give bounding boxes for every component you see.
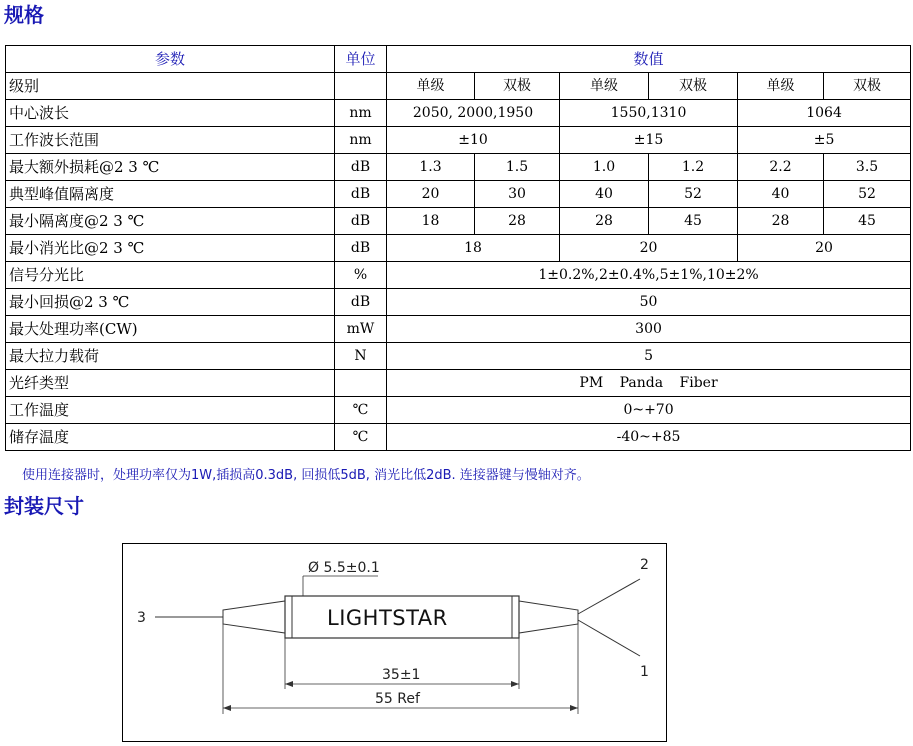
row-label: 级别 <box>6 73 335 100</box>
row-label: 光纤类型 <box>6 370 335 397</box>
value-cell: PM Panda Fiber <box>387 370 911 397</box>
value-cell: 1.0 <box>560 154 649 181</box>
table-row <box>6 100 911 127</box>
table-row <box>6 181 911 208</box>
value-cell: ±10 <box>387 127 560 154</box>
row-unit: N <box>335 343 387 370</box>
value-cell: 45 <box>824 208 911 235</box>
connector-note: 使用连接器时，处理功率仅为1W,插损高0.3dB, 回损低5dB, 消光比低2dB. 连接器键与慢轴对齐。 <box>22 468 590 483</box>
value-cell: 1.3 <box>387 154 475 181</box>
table-row <box>6 343 911 370</box>
spec-heading: 规格 <box>4 3 44 27</box>
row-unit: dB <box>335 181 387 208</box>
value-cell: 52 <box>649 181 738 208</box>
fiber-port-1 <box>578 620 640 656</box>
arrow-left <box>223 705 231 711</box>
package-svg <box>123 544 668 743</box>
fiber-port-2 <box>578 579 640 614</box>
logo-text: LIGHTSTAR <box>327 606 448 630</box>
value-cell: 28 <box>475 208 560 235</box>
value-cell: 40 <box>738 181 824 208</box>
table-row <box>6 316 911 343</box>
table-row <box>6 208 911 235</box>
row-unit: ℃ <box>335 397 387 424</box>
value-cell: ±15 <box>560 127 738 154</box>
value-cell: ±5 <box>738 127 911 154</box>
row-unit: dB <box>335 154 387 181</box>
value-cell: -40~+85 <box>387 424 911 451</box>
header-value: 数值 <box>387 46 911 73</box>
arrow-right <box>511 681 519 687</box>
row-label: 信号分光比 <box>6 262 335 289</box>
row-label: 工作温度 <box>6 397 335 424</box>
value-cell: 20 <box>560 235 738 262</box>
value-cell: 18 <box>387 208 475 235</box>
table-row <box>6 127 911 154</box>
value-cell: 3.5 <box>824 154 911 181</box>
table-header-row <box>6 46 911 73</box>
row-label: 中心波长 <box>6 100 335 127</box>
row-unit: dB <box>335 208 387 235</box>
value-cell: 28 <box>738 208 824 235</box>
row-unit: mW <box>335 316 387 343</box>
value-cell: 50 <box>387 289 911 316</box>
table-row <box>6 235 911 262</box>
row-unit: ℃ <box>335 424 387 451</box>
port-3-label: 3 <box>137 610 146 626</box>
right-boot <box>519 601 578 633</box>
table-row <box>6 289 911 316</box>
length-body-label: 35±1 <box>382 667 421 683</box>
value-cell: 2050, 2000,1950 <box>387 100 560 127</box>
header-param: 参数 <box>6 46 335 73</box>
grade-cell: 双极 <box>649 73 738 100</box>
row-unit: dB <box>335 235 387 262</box>
value-cell: 300 <box>387 316 911 343</box>
table-row <box>6 154 911 181</box>
arrow-left <box>285 681 293 687</box>
grade-cell: 单级 <box>387 73 475 100</box>
row-unit: nm <box>335 100 387 127</box>
value-cell: 28 <box>560 208 649 235</box>
value-cell: 2.2 <box>738 154 824 181</box>
table-row <box>6 262 911 289</box>
package-drawing <box>122 543 667 742</box>
value-cell: 1.2 <box>649 154 738 181</box>
table-row <box>6 370 911 397</box>
row-unit: dB <box>335 289 387 316</box>
row-label: 最大处理功率(CW) <box>6 316 335 343</box>
port-1-label: 1 <box>640 664 649 680</box>
length-total-label: 55 Ref <box>375 691 420 707</box>
value-cell: 1550,1310 <box>560 100 738 127</box>
value-cell: 0~+70 <box>387 397 911 424</box>
row-label: 典型峰值隔离度 <box>6 181 335 208</box>
diameter-label: Ø 5.5±0.1 <box>308 560 380 576</box>
row-label: 最小隔离度@2 3 ℃ <box>6 208 335 235</box>
row-unit: % <box>335 262 387 289</box>
port-2-label: 2 <box>640 557 649 573</box>
value-cell: 1±0.2%,2±0.4%,5±1%,10±2% <box>387 262 911 289</box>
row-unit <box>335 370 387 397</box>
row-label: 最小回损@2 3 ℃ <box>6 289 335 316</box>
row-unit: nm <box>335 127 387 154</box>
value-cell: 5 <box>387 343 911 370</box>
table-row <box>6 397 911 424</box>
arrow-right <box>570 705 578 711</box>
left-boot <box>223 601 285 633</box>
row-label: 最小消光比@2 3 ℃ <box>6 235 335 262</box>
grade-cell: 单级 <box>738 73 824 100</box>
grade-row <box>6 73 911 100</box>
package-heading: 封装尺寸 <box>4 494 84 518</box>
value-cell: 1064 <box>738 100 911 127</box>
grade-cell: 单级 <box>560 73 649 100</box>
header-unit: 单位 <box>335 46 387 73</box>
value-cell: 1.5 <box>475 154 560 181</box>
grade-cell: 双极 <box>475 73 560 100</box>
value-cell: 45 <box>649 208 738 235</box>
value-cell: 40 <box>560 181 649 208</box>
value-cell: 30 <box>475 181 560 208</box>
table-row <box>6 424 911 451</box>
value-cell: 20 <box>387 181 475 208</box>
value-cell: 52 <box>824 181 911 208</box>
row-label: 储存温度 <box>6 424 335 451</box>
grade-cell: 双极 <box>824 73 911 100</box>
row-label: 最大拉力载荷 <box>6 343 335 370</box>
spec-table <box>5 45 911 451</box>
row-unit <box>335 73 387 100</box>
value-cell: 18 <box>387 235 560 262</box>
value-cell: 20 <box>738 235 911 262</box>
row-label: 最大额外损耗@2 3 ℃ <box>6 154 335 181</box>
row-label: 工作波长范围 <box>6 127 335 154</box>
